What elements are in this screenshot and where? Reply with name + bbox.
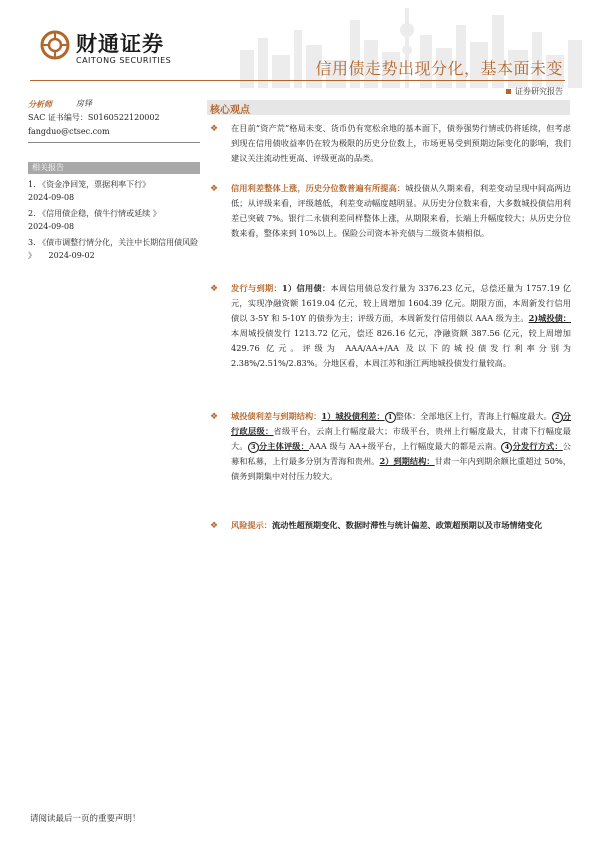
paragraph-4-body-5: 甘肃一年内到期余额比重超过 50%，债务到期集中对付压力较大。 [231,456,571,481]
paragraph-4-body-2: 省级平台，云南上行幅度最大；市级平台，贵州上行幅度最大，甘肃下行幅度最大。 [231,426,571,451]
paragraph-3-sub-2: 2)城投债： [528,313,571,323]
paragraph-2-body: 城投债从久期来看，利差变动呈现中间高两边低；从评级来看，评级越低，利差变动幅度越明显。从历史分位数来看，大多数城投债信用利差已突破 7%。银行二永债利差同样整体上涨，从期限来看，长端上升幅度较大；从历史分位数来看，整体来到 10%以上。保险公司资本补充债与二级资本债相似。 [231,183,571,238]
core-paragraph-1: 在目前“资产荒”格局未变、货币仍有宽松余地的基本面下，债券强势行情或仍将延续，但考虑到现在信用债收益率仍在较为极限的历史分位数上，市场更易受到预期边际变化的影响，我们建议关注流动性更高、评级更高的品类。 [231,123,571,163]
core-paragraph-2 [231,181,571,241]
paragraph-4-sub-2: 分行政层级： [231,411,571,436]
core-paragraph-4 [231,409,571,484]
report-title: 信用债走势出现分化，基本面未变 [315,59,563,78]
square-marker-icon [506,89,511,94]
paragraph-4-body-4: 公募和私募，上行最多分别为青海和贵州。 [231,441,571,466]
circled-number-icon: 4 [501,442,512,453]
diamond-bullet-icon: ❖ [210,521,219,531]
core-views-bar [207,100,570,115]
circled-number-icon: 3 [248,442,259,453]
diamond-bullet-icon: ❖ [210,284,219,294]
analyst-name: 房铎 [76,99,92,108]
paragraph-4-sub-3: 分主体评级： [258,441,309,451]
header-divider [30,80,565,81]
paragraph-3-sub-1: 1）信用债： [281,283,331,293]
related-report-2-date: 2024-09-08 [28,222,75,231]
related-report-3-title: 3. 《债市调整行情分化，关注中长期信用债风险 》 [28,238,199,260]
caitong-logo-icon [40,30,70,60]
analyst-row [28,98,200,110]
paragraph-4-heading: 城投债利差与到期结构： [231,411,322,421]
logo-name-cn: 财通证券 [76,32,164,56]
paragraph-4-body-3: AAA 级与 AA+级平台，上行幅度最大的都是云南。 [309,441,502,451]
paragraph-4-sub-4: 分发行方式： [512,441,563,451]
paragraph-3-heading: 发行与到期： [231,283,282,293]
related-report-3[interactable] [28,236,200,262]
analyst-email[interactable]: fangduo@ctsec.com [28,127,110,136]
page-header [0,0,595,88]
circled-number-icon: 1 [385,412,396,423]
disclaimer-notice: 请阅读最后一页的重要声明！ [30,814,141,824]
paragraph-3-body-2: 本周城投债发行 1213.72 亿元，偿还 826.16 亿元，净融资额 387.56 亿元，较上周增加 429.76 亿元。评级为 AAA/AA+/AA 及以下的城投债发行利率分别为 2.38%/2.51%/2.83%。分地区看，本周江苏和浙江两地城投债发行量较高。 [231,328,571,368]
paragraph-4-sub-5: 2）到期结构： [379,456,435,466]
circled-number-icon: 2 [552,412,563,423]
diamond-bullet-icon: ❖ [210,124,219,134]
paragraph-4-body-1: 整体：全部地区上行，青海上行幅度最大。 [395,411,552,421]
related-reports-header: 相关报告 [28,162,200,174]
related-report-3-date: 2024-09-02 [48,251,95,260]
paragraph-4-sub-1: 1）城投债利差： [321,411,385,421]
logo-name-en: CAITONG SECURITIES [76,56,172,65]
report-type-label [506,86,563,97]
core-paragraph-5 [231,518,571,533]
risk-warning-body: 流动性超预期变化、数据时滞性与统计偏差、政策超预期以及市场情绪变化 [271,520,543,530]
paragraph-2-heading: 信用利差整体上涨，历史分位数普遍有所提高： [231,183,406,193]
related-report-1[interactable]: 1. 《资金净回笼，票据利率下行》 [28,180,151,189]
diamond-bullet-icon: ❖ [210,412,219,422]
sidebar-divider [28,142,200,143]
related-report-2[interactable]: 2. 《信用债企稳，债牛行情或延续 》 [28,209,161,218]
core-paragraph-3 [231,281,571,371]
report-type-text: 证券研究报告 [515,87,563,96]
analyst-label: 分析师 [28,99,52,109]
diamond-bullet-icon: ❖ [210,184,219,194]
related-report-1-date: 2024-09-08 [28,193,75,202]
core-views-title: 核心观点 [210,105,250,116]
paragraph-3-body-1: 本周信用债总发行量为 3376.23 亿元，总偿还量为 1757.19 亿元，实现净融资额 1619.04 亿元，较上周增加 1604.39 亿元。期限方面，本周新发行信用债以 3-5Y 和 5-10Y 的债券为主；评级方面，本周新发行信用债以 AAA 级为主。 [231,283,571,323]
sac-number: SAC 证书编号：S0160522120002 [28,113,160,122]
risk-warning-heading: 风险提示： [231,520,272,530]
